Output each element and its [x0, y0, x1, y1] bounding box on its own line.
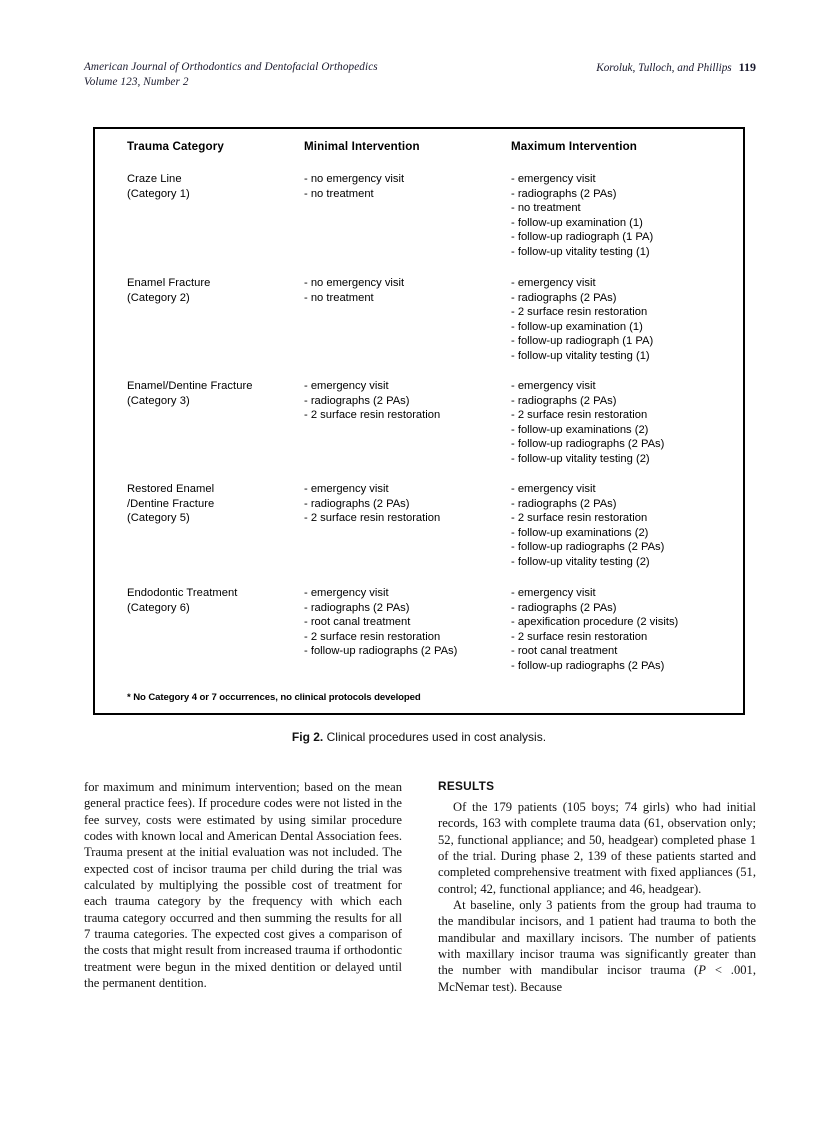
- row-category-name: [127, 276, 305, 305]
- table-cell-line: - follow-up vitality testing (1): [511, 245, 650, 258]
- table-cell-line: (Category 5): [127, 512, 190, 525]
- table-cell-line: - 2 surface resin restoration: [511, 630, 648, 643]
- table-cell-line: - emergency visit: [304, 380, 389, 392]
- table-cell-line: - follow-up radiographs (2 PAs): [511, 541, 665, 554]
- row-minimal-intervention: [304, 379, 504, 423]
- table-cell-line: - follow-up examinations (2): [511, 526, 649, 539]
- row-category-name: [127, 586, 305, 615]
- table-header-row: [95, 140, 743, 160]
- journal-name: American Journal of Orthodontics and Dentofacial Orthopedics: [84, 61, 378, 73]
- author-names: Koroluk, Tulloch, and Phillips: [596, 62, 732, 74]
- table-cell-line: - follow-up examination (1): [511, 320, 643, 333]
- table-cell-line: - no treatment: [304, 291, 374, 304]
- section-heading-results: RESULTS: [438, 779, 495, 793]
- table-cell-line: - 2 surface resin restoration: [304, 630, 441, 643]
- row-maximum-intervention: [511, 586, 739, 674]
- paragraph-continued: for maximum and minimum intervention; based on the mean general practice fees). If procedure codes were not listed in the fee survey, costs were estimated by using similar procedure codes with known local and American Dental Association fees. Trauma present at the initial evaluation was not included. The expected cost of incisor trauma per child during the trial was calculated by multiplying the possible cost of treatment for each trauma category by the frequency with which each trauma category occurred and then summing the results for all 7 trauma categories. The expected cost gives a comparison of the costs that might result from increased trauma if orthodontic treatment were begun in the mixed dentition or delayed until the permanent dentition.: [84, 780, 402, 991]
- table-cell-line: - root canal treatment: [304, 616, 411, 629]
- table-cell-line: - radiographs (2 PAs): [304, 497, 410, 510]
- table-cell-line: - follow-up vitality testing (2): [511, 555, 650, 568]
- table-cell-line: - follow-up vitality testing (2): [511, 452, 650, 465]
- figure-caption-text: Clinical procedures used in cost analysis.: [326, 730, 547, 744]
- row-minimal-intervention: [304, 482, 504, 526]
- table-cell-line: Enamel/Dentine Fracture: [127, 380, 253, 392]
- row-category-name: [127, 172, 305, 201]
- table-cell-line: - no emergency visit: [304, 277, 405, 289]
- journal-volume-issue: Volume 123, Number 2: [84, 76, 189, 88]
- results-paragraph-2: [438, 897, 756, 995]
- journal-title: [84, 60, 378, 90]
- column-header-trauma-category: Trauma Category: [127, 140, 224, 153]
- table-cell-line: Enamel Fracture: [127, 277, 211, 289]
- table-cell-line: /Dentine Fracture: [127, 497, 215, 510]
- page-number: 119: [738, 60, 756, 74]
- table-cell-line: - no emergency visit: [304, 173, 405, 185]
- table-cell-line: (Category 6): [127, 601, 190, 614]
- right-text-column: [438, 779, 756, 995]
- table-cell-line: - follow-up radiograph (1 PA): [511, 231, 654, 244]
- table-cell-line: - follow-up radiograph (1 PA): [511, 335, 654, 348]
- table-cell-line: Craze Line: [127, 173, 182, 185]
- table-cell-line: - emergency visit: [304, 483, 389, 495]
- table-cell-line: - emergency visit: [511, 380, 596, 392]
- table-cell-line: - follow-up examination (1): [511, 216, 643, 229]
- running-head-right: [596, 60, 756, 76]
- table-cell-line: - no treatment: [304, 187, 374, 200]
- table-cell-line: (Category 1): [127, 187, 190, 200]
- row-minimal-intervention: [304, 276, 504, 305]
- row-minimal-intervention: [304, 172, 504, 201]
- table-cell-line: (Category 2): [127, 291, 190, 304]
- table-cell-line: - radiographs (2 PAs): [304, 601, 410, 614]
- table-cell-line: - emergency visit: [511, 483, 596, 495]
- figure-caption-label: Fig 2.: [291, 730, 324, 744]
- table-cell-line: - 2 surface resin restoration: [511, 409, 648, 422]
- table-footnote: * No Category 4 or 7 occurrences, no clinical protocols developed: [127, 692, 421, 703]
- column-header-maximum-intervention: Maximum Intervention: [511, 140, 638, 153]
- table-cell-line: - radiographs (2 PAs): [511, 497, 617, 510]
- p-value-symbol: P: [698, 963, 706, 978]
- table-cell-line: - radiographs (2 PAs): [511, 394, 617, 407]
- left-text-column: [84, 779, 402, 991]
- row-maximum-intervention: [511, 276, 739, 364]
- table-cell-line: - radiographs (2 PAs): [511, 187, 617, 200]
- table-cell-line: - follow-up radiographs (2 PAs): [304, 645, 458, 658]
- row-minimal-intervention: [304, 586, 504, 659]
- table-cell-line: - follow-up radiographs (2 PAs): [511, 438, 665, 451]
- table-cell-line: - emergency visit: [511, 587, 596, 599]
- running-head: [84, 60, 756, 94]
- table-cell-line: - follow-up examinations (2): [511, 423, 649, 436]
- results-paragraph-1: Of the 179 patients (105 boys; 74 girls) who had initial records, 163 with complete trauma data (61, observation only; 52, functional appliance; and 50, headgear) completed phase 1 of the trial. During phase 2, 139 of these patients started and completed comprehensive treatment with fixed appliances (51, control; 42, functional appliance; and 46, headgear).: [438, 800, 756, 896]
- row-maximum-intervention: [511, 482, 739, 570]
- column-header-minimal-intervention: Minimal Intervention: [304, 140, 420, 153]
- table-cell-line: - emergency visit: [511, 173, 596, 185]
- table-cell-line: - follow-up radiographs (2 PAs): [511, 659, 665, 672]
- table-cell-line: - 2 surface resin restoration: [511, 512, 648, 525]
- table-cell-line: (Category 3): [127, 394, 190, 407]
- table-cell-line: - 2 surface resin restoration: [511, 306, 648, 319]
- table-cell-line: - emergency visit: [304, 587, 389, 599]
- table-cell-line: - emergency visit: [511, 277, 596, 289]
- table-cell-line: - follow-up vitality testing (1): [511, 349, 650, 362]
- clinical-procedures-table: [95, 129, 743, 713]
- results-paragraph-2-part2: < .001, McNemar test). Because: [438, 963, 756, 994]
- table-cell-line: Restored Enamel: [127, 483, 215, 495]
- row-maximum-intervention: [511, 172, 739, 260]
- figure-2-table-box: [93, 127, 745, 715]
- table-cell-line: - 2 surface resin restoration: [304, 409, 441, 422]
- row-category-name: [127, 379, 305, 408]
- figure-caption: [93, 730, 745, 745]
- table-cell-line: - root canal treatment: [511, 645, 618, 658]
- results-paragraph-2-part1: At baseline, only 3 patients from the group had trauma to the mandibular incisors, and 1 patient had trauma to both the mandibular and maxillary incisors. The number of patients with maxillary incisor trauma was significantly greater than the number with mandibular incisor trauma (: [438, 898, 756, 978]
- table-cell-line: - radiographs (2 PAs): [511, 291, 617, 304]
- table-cell-line: - 2 surface resin restoration: [304, 512, 441, 525]
- row-maximum-intervention: [511, 379, 739, 467]
- table-cell-line: - apexification procedure (2 visits): [511, 616, 679, 629]
- row-category-name: [127, 482, 305, 526]
- table-cell-line: - radiographs (2 PAs): [511, 601, 617, 614]
- table-cell-line: Endodontic Treatment: [127, 587, 238, 599]
- table-cell-line: - radiographs (2 PAs): [304, 394, 410, 407]
- table-cell-line: - no treatment: [511, 202, 581, 215]
